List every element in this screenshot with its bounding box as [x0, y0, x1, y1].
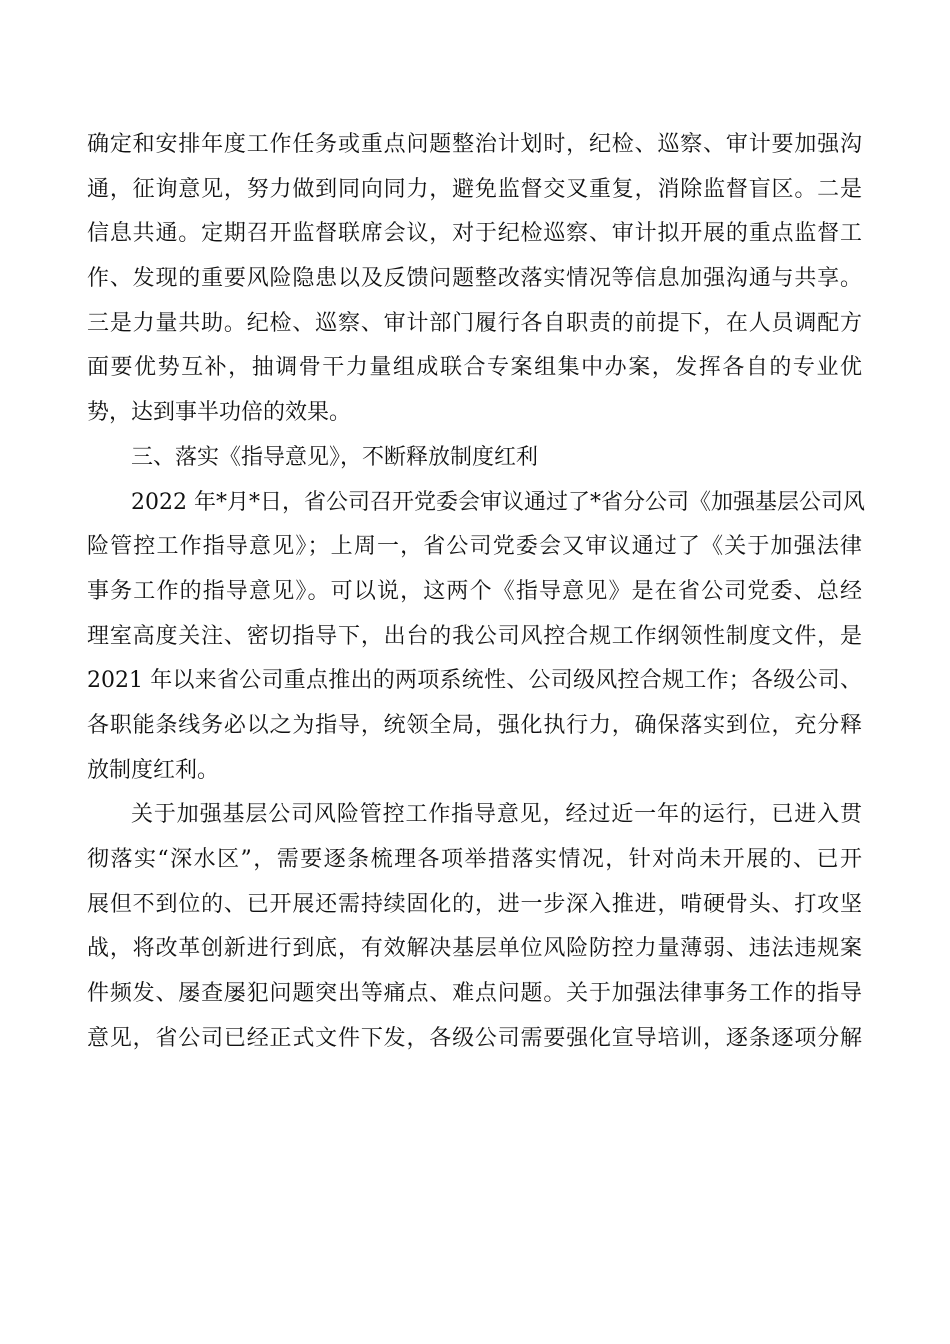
document-body — [87, 130, 865, 1068]
text-line: 事务工作的指导意见》。可以说，这两个《指导意见》是在省公司党委、总经 — [87, 578, 862, 604]
text-line: 面要优势互补，抽调骨干力量组成联合专案组集中办案，发挥各自的专业优 — [87, 355, 862, 381]
text-line: 彻落实“深水区”，需要逐条梳理各项举措落实情况，针对尚未开展的、已开 — [87, 847, 862, 872]
text-line: 通，征询意见，努力做到同向同力，避免监督交叉重复，消除监督盲区。二是 — [87, 176, 862, 202]
text-line: 作、发现的重要风险隐患以及反馈问题整改落实情况等信息加强沟通与共享。 — [87, 266, 862, 292]
text-line: 确定和安排年度工作任务或重点问题整治计划时，纪检、巡察、审计要加强沟 — [87, 132, 862, 157]
text-line: 件频发、屡查屡犯问题突出等痛点、难点问题。关于加强法律事务工作的指导 — [87, 981, 862, 1007]
text-line: 各职能条线务必以之为指导，统领全局，强化执行力，确保落实到位，充分释 — [87, 712, 862, 738]
heading-text: 三、落实《指导意见》，不断释放制度红利 — [131, 444, 539, 470]
text-line: 战，将改革创新进行到底，有效解决基层单位风险防控力量薄弱、违法违规案 — [87, 936, 862, 962]
paragraph-risk-control-implementation — [87, 800, 862, 1068]
text-line: 理室高度关注、密切指导下，出台的我公司风控合规工作纲领性制度文件，是 — [87, 623, 862, 649]
text-line: 关于加强基层公司风险管控工作指导意见，经过近一年的运行，已进入贯 — [131, 802, 862, 828]
text-line: 势，达到事半功倍的效果。 — [87, 400, 352, 426]
text-line: 三是力量共助。纪检、巡察、审计部门履行各自职责的前提下，在人员调配方 — [87, 310, 862, 336]
text-line: 信息共通。定期召开监督联席会议，对于纪检巡察、审计拟开展的重点监督工 — [87, 221, 862, 247]
text-line: 意见，省公司已经正式文件下发，各级公司需要强化宣导培训，逐条逐项分解 — [87, 1025, 862, 1051]
text-line: 2021 年以来省公司重点推出的两项系统性、公司级风控合规工作；各级公司、 — [87, 668, 862, 694]
text-line: 放制度红利。 — [87, 757, 220, 783]
section-heading — [87, 443, 862, 488]
text-line: 展但不到位的、已开展还需持续固化的，进一步深入推进，啃硬骨头、打攻坚 — [87, 891, 862, 917]
paragraph-guidance-opinions — [87, 488, 865, 801]
text-line: 2022 年*月*日，省公司召开党委会审议通过了*省分公司《加强基层公司风 — [131, 489, 865, 515]
text-line: 险管控工作指导意见》；上周一，省公司党委会又审议通过了《关于加强法律 — [87, 534, 862, 560]
paragraph-supervision-coordination — [87, 130, 862, 443]
